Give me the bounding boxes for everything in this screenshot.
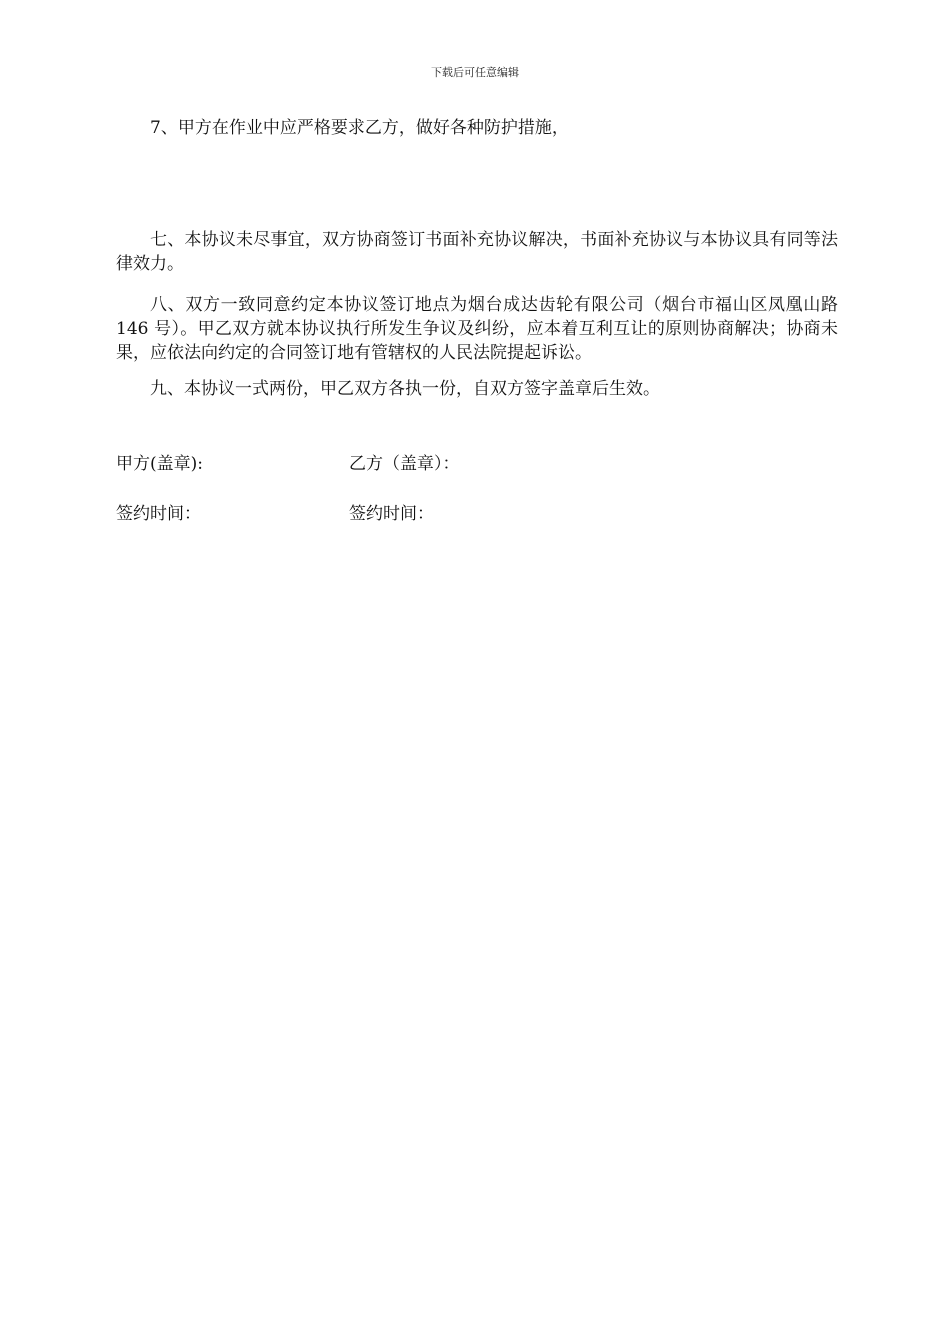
party-b-seal-label: 乙方（盖章）： — [349, 454, 460, 474]
party-a-seal-label: 甲方(盖章): — [116, 454, 203, 474]
clause-item-7: 7、甲方在作业中应严格要求乙方，做好各种防护措施， — [150, 118, 569, 138]
article-7-paragraph: 七、本协议未尽事宜，双方协商签订书面补充协议解决，书面补充协议与本协议具有同等法律效力。 — [116, 230, 838, 274]
article-9-paragraph: 九、本协议一式两份，甲乙双方各执一份，自双方签字盖章后生效。 — [150, 379, 660, 399]
party-b-sign-date-label: 签约时间： — [349, 504, 434, 524]
party-a-sign-date-label: 签约时间： — [116, 504, 201, 524]
page-header: 下载后可任意编辑 — [431, 66, 519, 79]
article-8-paragraph: 八、双方一致同意约定本协议签订地点为烟台成达齿轮有限公司（烟台市福山区凤凰山路 146 号）。甲乙双方就本协议执行所发生争议及纠纷，应本着互利互让的原则协商解决；协商未果，应依法向约定的合同签订地有管辖权的人民法院提起诉讼。 — [116, 295, 838, 363]
